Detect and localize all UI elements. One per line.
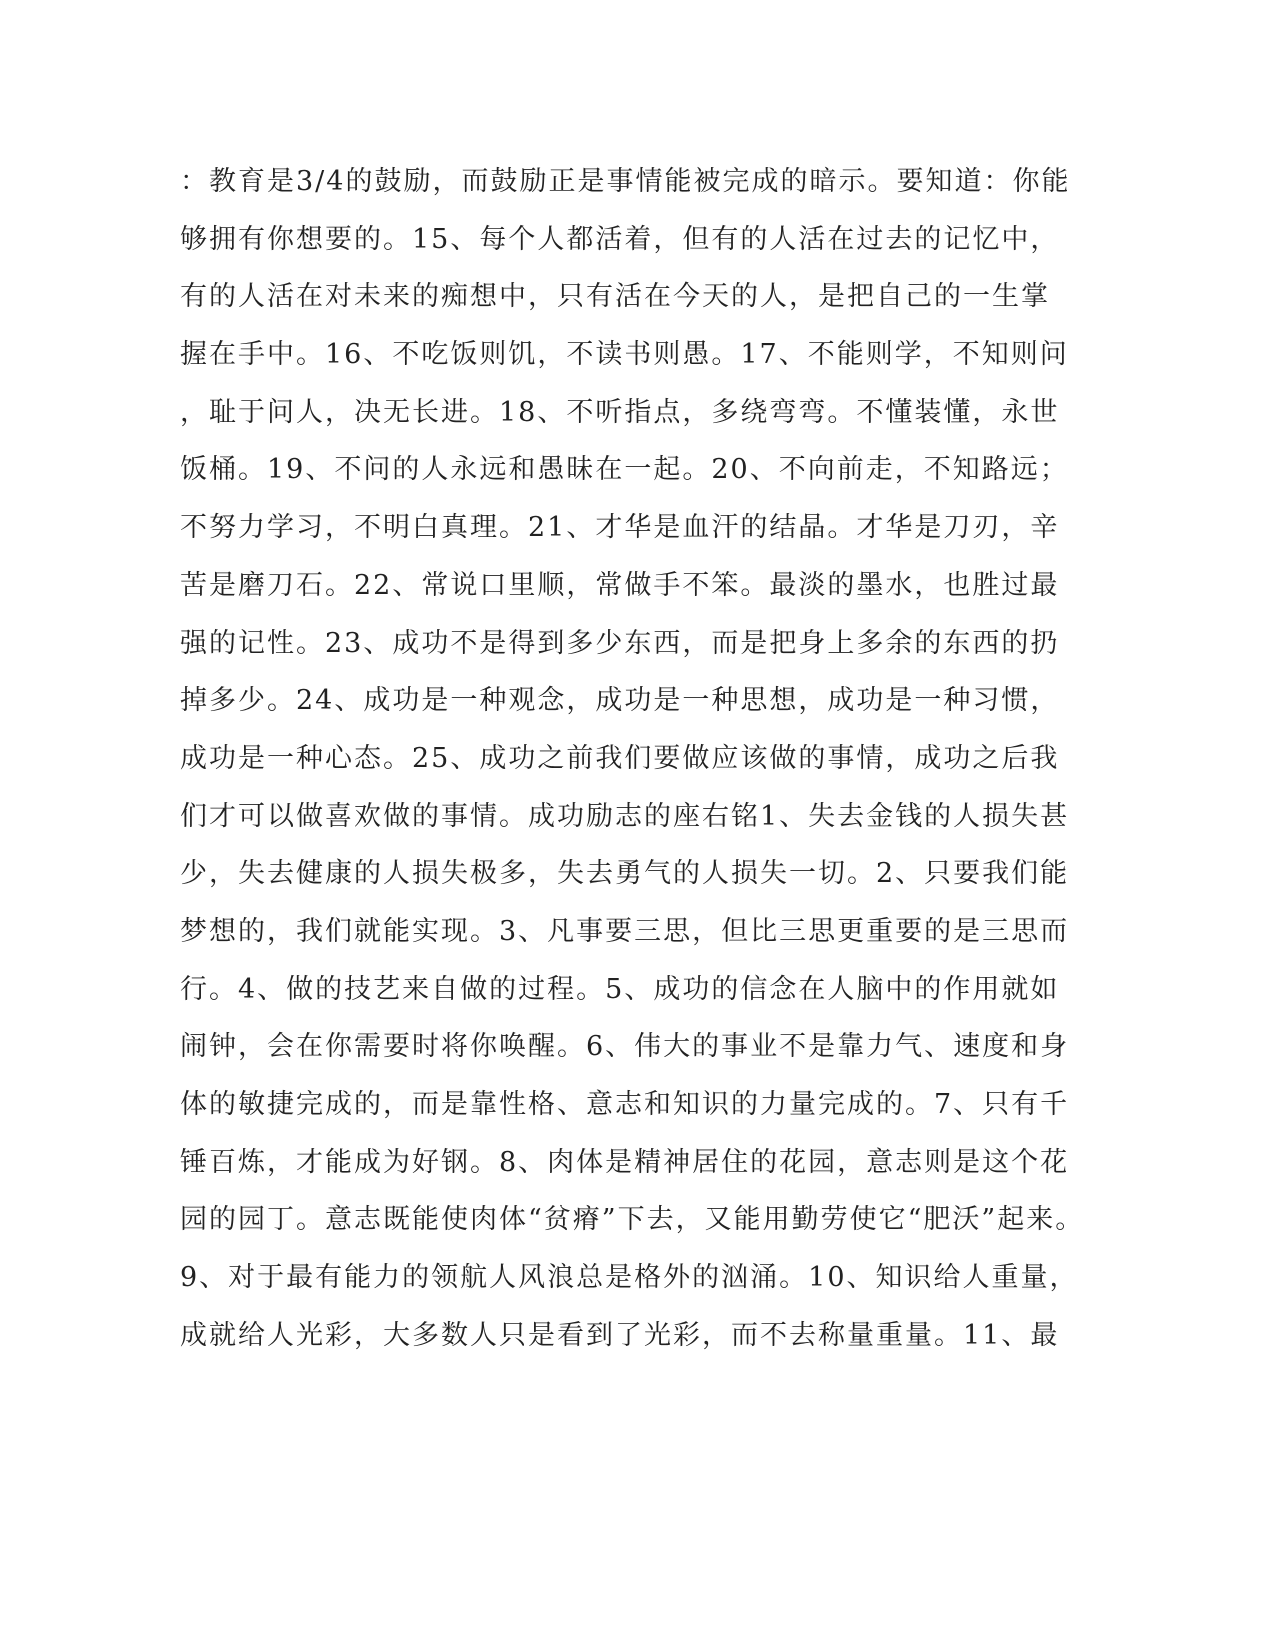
text-line: 闹钟，会在你需要时将你唤醒。6、伟大的事业不是靠力气、速度和身 — [180, 1031, 1070, 1063]
text-line: 梦想的，我们就能实现。3、凡事要三思，但比三思更重要的是三思而 — [180, 915, 1070, 947]
text-line: 行。4、做的技艺来自做的过程。5、成功的信念在人脑中的作用就如 — [180, 973, 1060, 1005]
text-line: ，耻于问人，决无长进。18、不听指点，多绕弯弯。不懂装懂，永世 — [180, 396, 1060, 428]
text-line: 掉多少。24、成功是一种观念，成功是一种思想，成功是一种习惯， — [180, 685, 1060, 717]
text-line: 握在手中。16、不吃饭则饥，不读书则愚。17、不能则学，不知则问 — [180, 339, 1069, 371]
text-line: ：教育是3/4的鼓励，而鼓励正是事情能被完成的暗示。要知道：你能 — [180, 166, 1071, 197]
text-line: 苦是磨刀石。22、常说口里顺，常做手不笨。最淡的墨水，也胜过最 — [180, 569, 1060, 601]
text-line: 成就给人光彩，大多数人只是看到了光彩，而不去称量重量。11、最 — [180, 1319, 1060, 1351]
text-line: 强的记性。23、成功不是得到多少东西，而是把身上多余的东西的扔 — [180, 627, 1060, 659]
text-line: 饭桶。19、不问的人永远和愚昧在一起。20、不向前走，不知路远； — [180, 454, 1069, 486]
text-line: 们才可以做喜欢做的事情。成功励志的座右铭1、失去金钱的人损失甚 — [180, 800, 1070, 832]
body-text — [180, 162, 1085, 1373]
text-line: 不努力学习，不明白真理。21、才华是血汗的结晶。才华是刀刃，辛 — [180, 512, 1060, 544]
text-line: 有的人活在对未来的痴想中，只有活在今天的人，是把自己的一生掌 — [180, 281, 1050, 313]
text-line: 园的园丁。意志既能使肉体“贫瘠”下去，又能用勤劳使它“肥沃”起来。 — [180, 1204, 1085, 1236]
text-line: 锤百炼，才能成为好钢。8、肉体是精神居住的花园，意志则是这个花 — [180, 1146, 1070, 1178]
text-line: 9、对于最有能力的领航人风浪总是格外的汹涌。10、知识给人重量， — [180, 1262, 1079, 1294]
text-line: 体的敏捷完成的，而是靠性格、意志和知识的力量完成的。7、只有千 — [180, 1089, 1070, 1120]
text-line: 成功是一种心态。25、成功之前我们要做应该做的事情，成功之后我 — [180, 742, 1060, 774]
text-line: 少，失去健康的人损失极多，失去勇气的人损失一切。2、只要我们能 — [180, 858, 1070, 890]
text-line: 够拥有你想要的。15、每个人都活着，但有的人活在过去的记忆中， — [180, 223, 1060, 255]
